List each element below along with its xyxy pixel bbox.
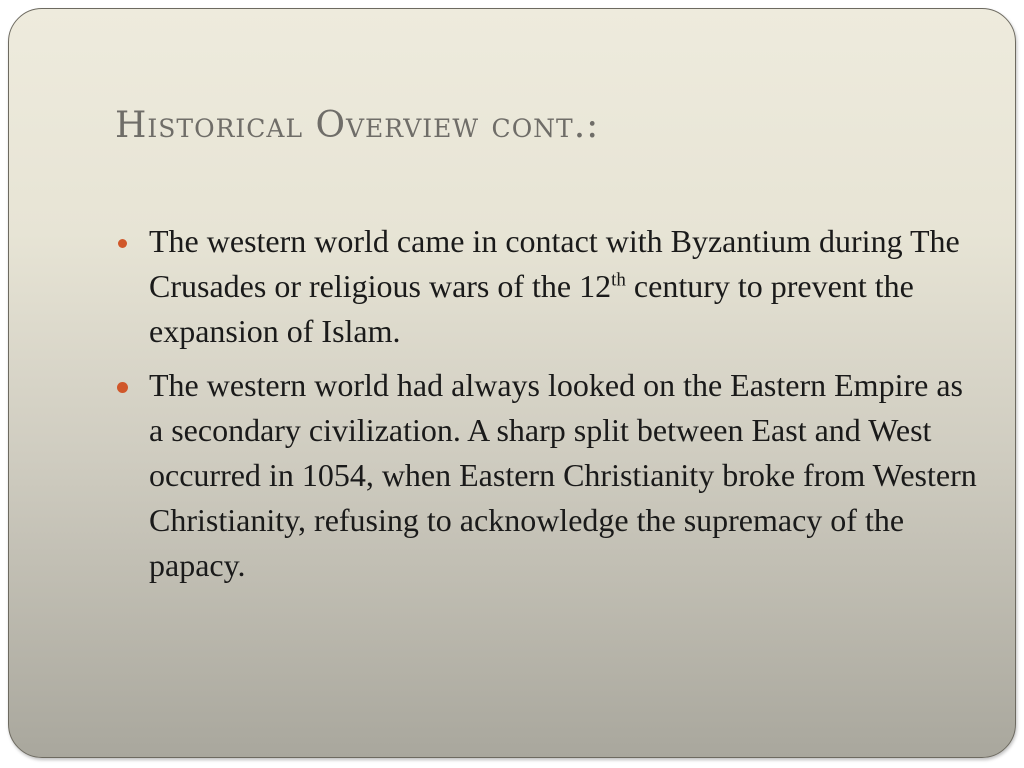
bullet-1-text-end: century to prevent the expansion of Islam. bbox=[149, 268, 914, 349]
bullet-item-1 bbox=[117, 219, 977, 354]
bullet-2-text: The western world had always looked on the Eastern Empire as a secondary civilization. A sharp split between East and West occurred in 1054, when Eastern Christianity broke from Western Christianity, refusing to acknowledge the supremacy of the papacy. bbox=[149, 367, 977, 583]
bullet-dot-icon bbox=[117, 382, 128, 393]
slide-title: Historical Overview cont.: bbox=[115, 105, 600, 146]
slide bbox=[8, 8, 1016, 758]
bullet-item-2 bbox=[117, 363, 977, 588]
bullet-1-superscript: th bbox=[611, 269, 626, 291]
bullet-list bbox=[117, 219, 977, 588]
bullet-1-text: The western world came in contact with Byzantium during The Crusades or religious wars of the 12 bbox=[149, 223, 960, 304]
bullet-dot-icon bbox=[118, 239, 127, 248]
